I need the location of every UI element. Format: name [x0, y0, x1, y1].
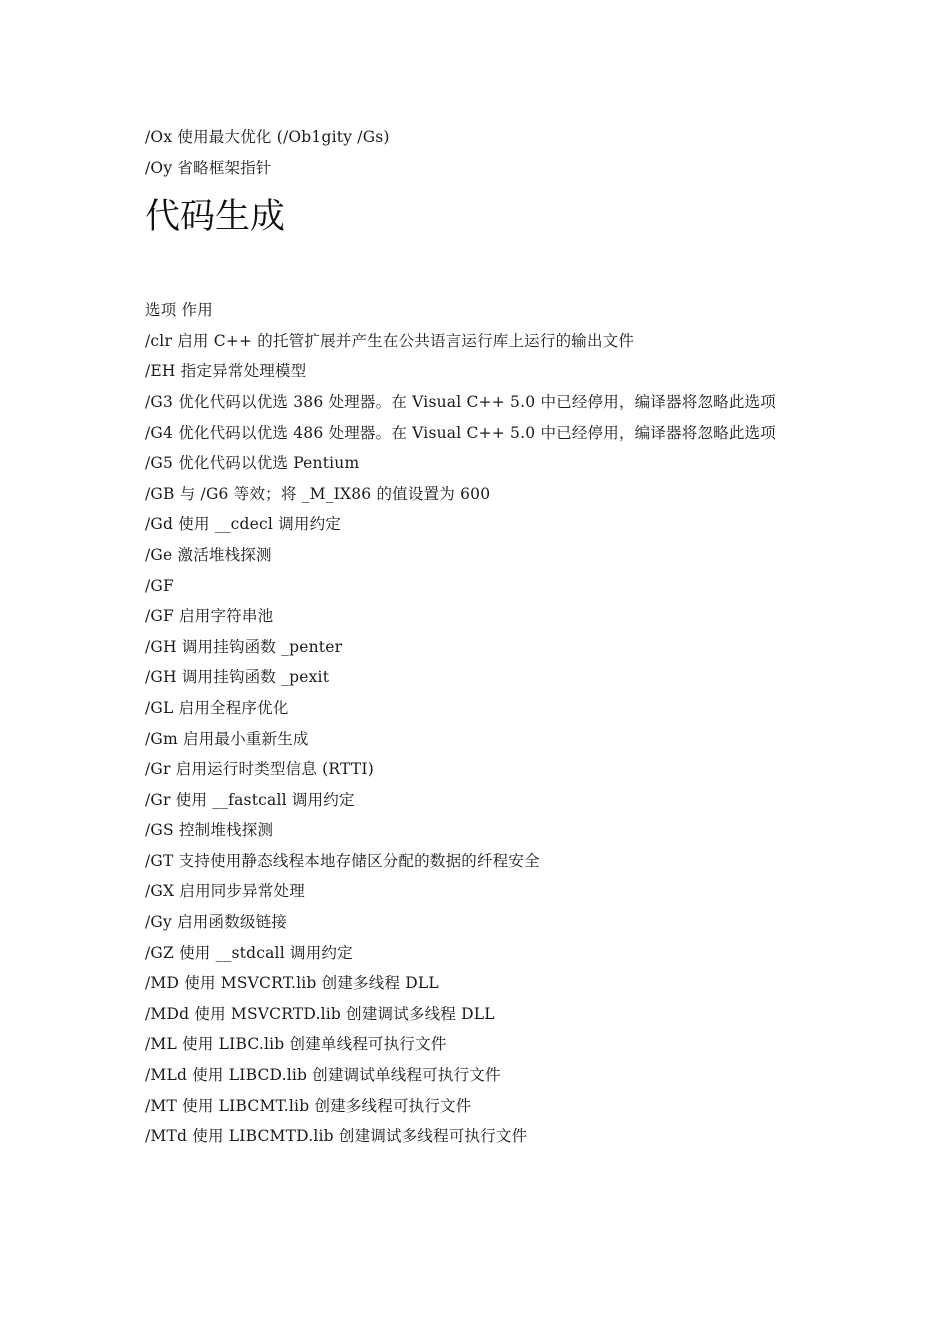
option-line: /GF	[145, 576, 174, 595]
option-line: /ML 使用 LIBC.lib 创建单线程可执行文件	[145, 1035, 447, 1054]
option-line: /GB 与 /G6 等效；将 _M_IX86 的值设置为 600	[145, 484, 491, 503]
option-line: /GH 调用挂钩函数 _penter	[145, 637, 343, 656]
option-line: /clr 启用 C++ 的托管扩展并产生在公共语言运行库上运行的输出文件	[145, 331, 635, 350]
option-line: /MTd 使用 LIBCMTD.lib 创建调试多线程可执行文件	[145, 1127, 528, 1146]
option-line: /GX 启用同步异常处理	[145, 882, 305, 901]
option-line: /G4 优化代码以优选 486 处理器。在 Visual C++ 5.0 中已经停用，编译器将忽略此选项	[145, 423, 776, 442]
table-header: 选项 作用	[145, 301, 213, 320]
option-line: /GS 控制堆栈探测	[145, 821, 274, 840]
option-line: /MLd 使用 LIBCD.lib 创建调试单线程可执行文件	[145, 1066, 501, 1085]
option-line: /GH 调用挂钩函数 _pexit	[145, 668, 330, 687]
option-line: /MT 使用 LIBCMT.lib 创建多线程可执行文件	[145, 1096, 472, 1115]
option-line: /EH 指定异常处理模型	[145, 362, 307, 381]
text-line: /Oy 省略框架指针	[145, 158, 272, 177]
option-line: /MDd 使用 MSVCRTD.lib 创建调试多线程 DLL	[145, 1004, 495, 1023]
option-line: /GT 支持使用静态线程本地存储区分配的数据的纤程安全	[145, 851, 540, 870]
option-line: /Gm 启用最小重新生成	[145, 729, 309, 748]
option-line: /Gy 启用函数级链接	[145, 913, 287, 932]
option-line: /Ge 激活堆栈探测	[145, 545, 272, 564]
option-line: /G3 优化代码以优选 386 处理器。在 Visual C++ 5.0 中已经停用，编译器将忽略此选项	[145, 392, 776, 411]
option-line: /GZ 使用 __stdcall 调用约定	[145, 943, 353, 962]
option-line: /Gr 启用运行时类型信息 (RTTI)	[145, 760, 374, 779]
option-line: /GL 启用全程序优化	[145, 698, 289, 717]
option-line: /GF 启用字符串池	[145, 607, 274, 626]
document-page	[145, 122, 815, 1152]
option-line: /G5 优化代码以优选 Pentium	[145, 454, 360, 473]
option-line: /Gd 使用 __cdecl 调用约定	[145, 515, 342, 534]
option-line: /Gr 使用 __fastcall 调用约定	[145, 790, 355, 809]
section-heading: 代码生成	[145, 197, 286, 238]
text-line: /Ox 使用最大优化 (/Ob1gity /Gs)	[145, 128, 390, 146]
option-line: /MD 使用 MSVCRT.lib 创建多线程 DLL	[145, 974, 439, 993]
